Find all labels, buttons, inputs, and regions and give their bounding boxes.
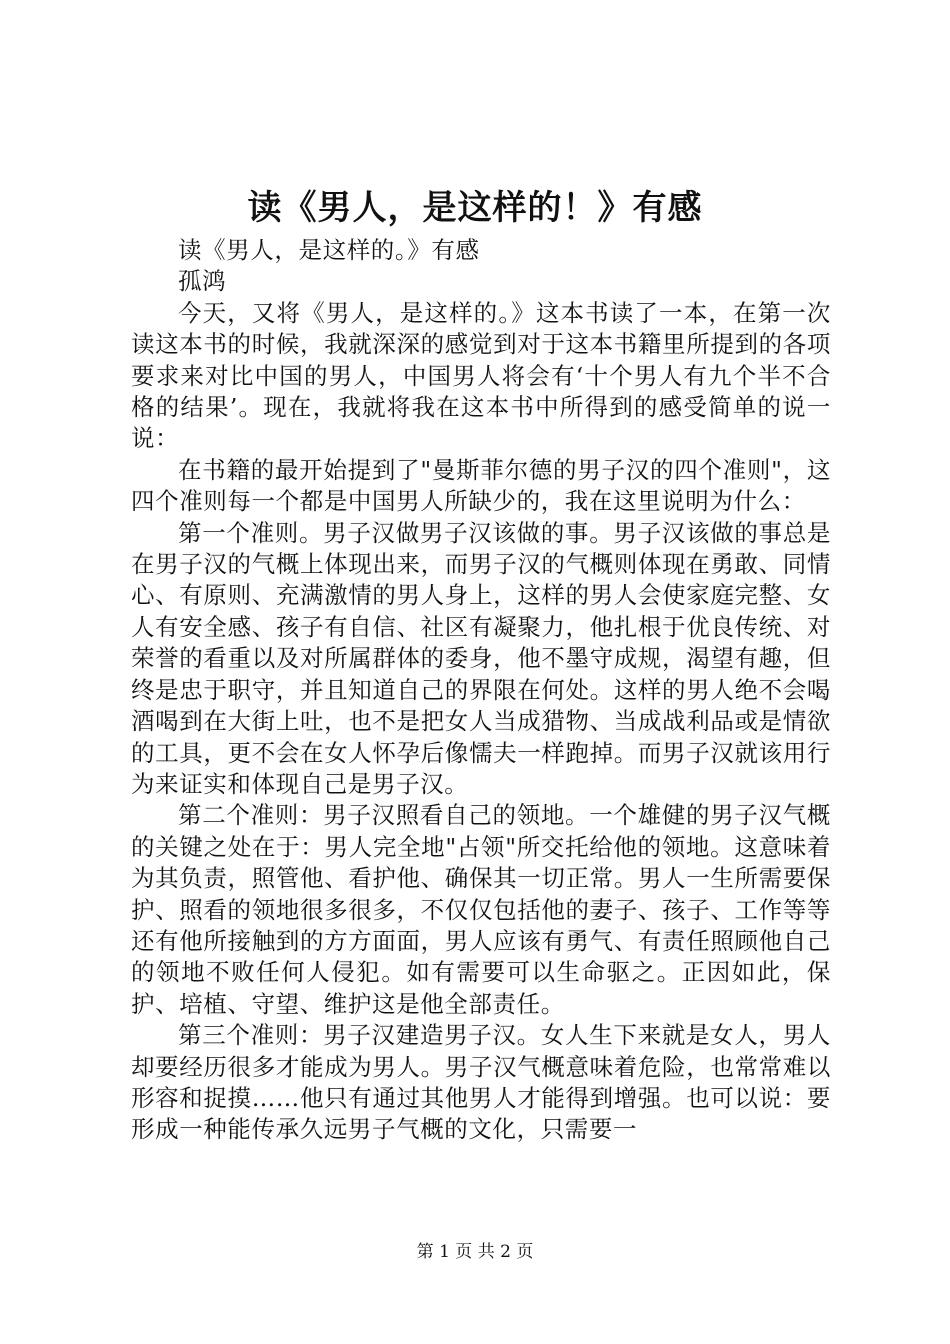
paragraph-4: 第二个准则：男子汉照看自己的领地。一个雄健的男子汉气概的关键之处在于：男人完全地"占领"所交托给他的领地。这意味着为其负责，照管他、看护他、确保其一切正常。男人一生所需要保护、照看的领地很多很多，不仅仅包括他的妻子、孩子、工作等等还有他所接触到的方方面面，男人应该有勇气、有责任照顾他自己的领地不败任何人侵犯。如有需要可以生命驱之。正因如此，保护、培植、守望、维护这是他全部责任。 bbox=[131, 801, 831, 1018]
paragraph-3: 第一个准则。男子汉做男子汉该做的事。男子汉该做的事总是在男子汉的气概上体现出来，而男子汉的气概则体现在勇敢、同情心、有原则、充满激情的男人身上，这样的男人会使家庭完整、女人有安全感、孩子有自信、社区有凝聚力，他扎根于优良传统、对荣誉的看重以及对所属群体的委身，他不墨守成规，渴望有趣，但终是忠于职守，并且知道自己的界限在何处。这样的男人绝不会喝酒喝到在大街上吐，也不是把女人当成猎物、当成战利品或是情欲的工具，更不会在女人怀孕后像懦夫一样跑掉。而男子汉就该用行为来证实和体现自己是男子汉。 bbox=[131, 518, 831, 798]
document-title: 读《男人，是这样的！》有感 bbox=[247, 188, 703, 228]
paragraph-2: 在书籍的最开始提到了"曼斯菲尔德的男子汉的四个准则"，这四个准则每一个都是中国男人所缺少的，我在这里说明为什么： bbox=[131, 455, 831, 516]
subtitle-line: 读《男人，是这样的。》有感 bbox=[178, 236, 480, 264]
paragraph-5: 第三个准则：男子汉建造男子汉。女人生下来就是女人，男人却要经历很多才能成为男人。男子汉气概意味着危险，也常常难以形容和捉摸……他只有通过其他男人才能得到增强。也可以说：要形成一种能传承久远男子气概的文化，只需要一 bbox=[131, 1021, 831, 1144]
document-body bbox=[131, 235, 831, 1146]
page-footer: 第 1 页 共 2 页 bbox=[416, 1242, 534, 1262]
author-line: 孤鸿 bbox=[178, 267, 227, 296]
paragraph-1: 今天，又将《男人，是这样的。》这本书读了一本，在第一次读这本书的时候，我就深深的感觉到对于这本书籍里所提到的各项要求来对比中国的男人，中国男人将会有‘十个男人有九个半不合格的结果’。现在，我就将我在这本书中所得到的感受简单的说一说： bbox=[131, 298, 831, 453]
